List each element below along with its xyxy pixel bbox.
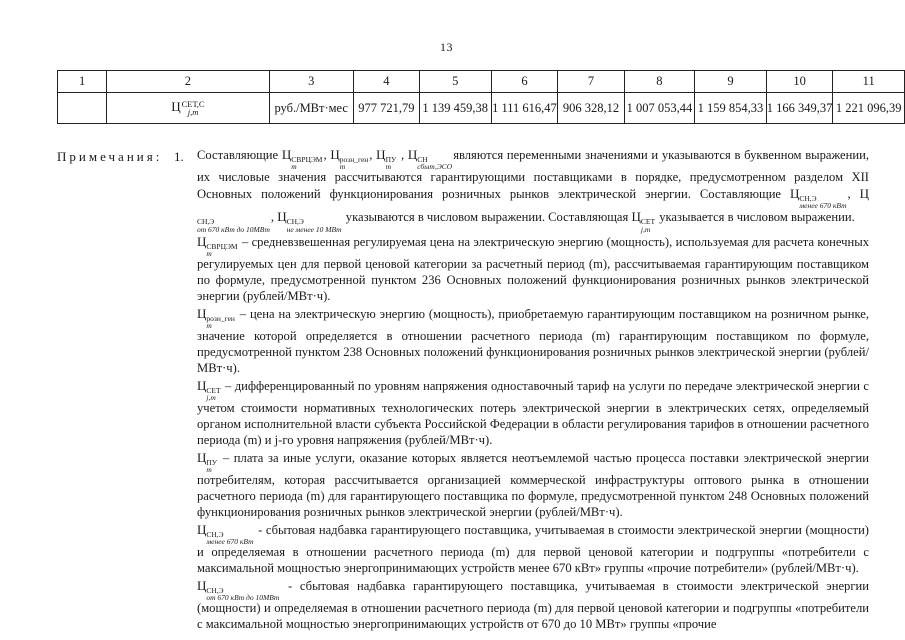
definition-text: – плата за иные услуги, оказание которых является неотъемлемой частью процесса поставки электрической энергии потребителям, которая рассчитывается организацией коммерческой инфраструктуры оптового рынка в отношении расчетного периода (m) для гарантирующего поставщика по формуле, предусмотренной пунктом 248 Основных положений функционирования розничных рынков электрической энергии (рублей/МВт·ч). bbox=[197, 450, 869, 519]
definition-text: - сбытовая надбавка гарантирующего поставщика, учитываемая в стоимости электрической энергии (мощности) и определяемая в отношении расчетного периода (m) для первой ценовой категории и подгруппы «потребители с максимальной мощностью энергопринимающих устройств от 670 до 10 МВт» группы «прочие bbox=[197, 578, 869, 631]
formula-symbol: Ц СН,Э не менее 10 МВт bbox=[277, 209, 342, 234]
empty-cell bbox=[58, 93, 107, 124]
header-cell: 3 bbox=[269, 71, 353, 93]
symbol-sub: j,m bbox=[187, 107, 199, 118]
note-text: Составляющие bbox=[197, 148, 279, 162]
formula-symbol: Ц СН сбыт,ЭСО bbox=[407, 147, 453, 172]
formula-symbol: Ц СН,Э менее 670 кВт bbox=[197, 521, 254, 546]
definition-item bbox=[197, 306, 869, 377]
value-cell: 1 007 053,44 bbox=[624, 93, 695, 124]
header-cell: 11 bbox=[833, 71, 905, 93]
value-cell: 1 139 459,38 bbox=[419, 93, 491, 124]
header-cell: 6 bbox=[491, 71, 558, 93]
note-text: указывается в числовом выражении. bbox=[659, 210, 855, 225]
table-row bbox=[58, 93, 905, 124]
value-cell: 1 166 349,37 bbox=[766, 93, 833, 124]
definition-text: – дифференцированный по уровням напряжения одноставочный тариф на услуги по передаче электрической энергии с учетом стоимости нормативных технологических потерь электрической энергии в электрических сетях, определяемый органом исполнительной власти субъекта Российской Федерации в области регулирования тарифов в отношении расчетного периода (m) и j-го уровня напряжения (рублей/МВт·ч). bbox=[197, 378, 869, 447]
table-header-row bbox=[58, 71, 905, 93]
value-cell: 977 721,79 bbox=[353, 93, 419, 124]
definition-item bbox=[197, 578, 869, 633]
header-cell: 9 bbox=[695, 71, 767, 93]
value-cell: 906 328,12 bbox=[558, 93, 624, 124]
definition-item bbox=[197, 234, 869, 305]
formula-symbol: Ц ПУ m bbox=[376, 147, 397, 172]
notes-heading: Примечания: bbox=[57, 149, 163, 164]
formula-symbol: Ц СЕТ j,m bbox=[197, 377, 221, 402]
definition-text: – цена на электрическую энергию (мощность), приобретаемую гарантирующим поставщиком на розничном рынке, значение которой определяется в отношении расчетного периода (m) гарантирующим поставщиком по формуле, предусмотренной пунктом 238 Основных положений функционирования розничных рынков электрической энергии (рублей/МВт·ч). bbox=[197, 306, 869, 375]
header-cell: 10 bbox=[766, 71, 833, 93]
definition-item bbox=[197, 522, 869, 577]
note-text: являются переменными значениями и указываются в буквенном выражении, их числовые значения рассчитываются гарантирующими поставщиками в порядке, предусмотренном разделом XII Основных положений функционирования розничных рынков электрической энергии. Составляющие bbox=[197, 148, 870, 202]
value-cell: 1 221 096,39 bbox=[833, 93, 905, 124]
header-cell: 1 bbox=[58, 71, 107, 93]
definition-item bbox=[197, 450, 869, 521]
formula-symbol: Ц розн_ген m bbox=[197, 305, 235, 330]
definition-text: – средневзвешенная регулируемая цена на электрическую энергию (мощность), используемая для расчета конечных регулируемых цен для первой ценовой категории за расчетный период (m), рассчитываемая гарантирующим поставщиком по формуле, предусмотренной пунктом 236 Основных положений функционирования розничных рынков электрической энергии (рублей/МВт·ч). bbox=[197, 234, 869, 303]
formula-symbol: Ц СН,Э менее 670 кВт bbox=[790, 186, 847, 211]
notes-body bbox=[197, 147, 869, 633]
header-cell: 5 bbox=[419, 71, 491, 93]
header-cell: 4 bbox=[353, 71, 419, 93]
note-paragraph: Составляющие Ц СВРЦЭМ m , Ц розн_ген m , Ц ПУ m , Ц СН сбыт,ЭСО являются переменными значениями и указываются в буквенном выражении, их числовые значения рассчитываются гарантирующими поставщиками в порядке, предусмотренном разделом XII Основных положений функционирования розничных рынков электрической энергии. Составляющие Ц СН,Э менее 670 кВт , Ц СН,Э от 670 кВт до 10МВт , Ц СН,Э не менее 10 МВт указываются в числовом выражении. Составляющая Ц СЕТ j,m указывается в числовом выражении. bbox=[197, 147, 870, 234]
formula-symbol: Ц СН,Э от 670 кВт до 10МВт bbox=[197, 577, 280, 602]
definition-text: - сбытовая надбавка гарантирующего поставщика, учитываемая в стоимости электрической энергии (мощности) и определяемая в отношении расчетного периода (m) для первой ценовой категории и подгруппы «потребители с максимальной мощностью энергопринимающих устройств менее 670 кВт» группы «прочие потребители» (рублей/МВт·ч). bbox=[197, 522, 869, 575]
header-cell: 2 bbox=[107, 71, 269, 93]
symbol-cell bbox=[107, 93, 269, 124]
note-text: указываются в числовом выражении. Составляющая bbox=[345, 210, 629, 225]
tariff-table bbox=[57, 70, 905, 124]
formula-symbol: Ц СВРЦЭМ m bbox=[281, 147, 323, 172]
symbol-base: Ц bbox=[171, 99, 181, 115]
symbol-sup: СЕТ,С bbox=[181, 98, 205, 109]
page-number: 13 bbox=[440, 40, 453, 54]
definition-item bbox=[197, 378, 869, 449]
header-cell: 8 bbox=[624, 71, 695, 93]
unit-cell: руб./МВт·мес bbox=[269, 93, 353, 124]
value-cell: 1 111 616,47 bbox=[491, 93, 558, 124]
formula-symbol: Ц ПУ m bbox=[197, 449, 218, 474]
formula-symbol: Ц СВРЦЭМ m bbox=[197, 233, 238, 258]
formula-symbol: Ц розн_ген m bbox=[330, 147, 369, 172]
formula-symbol: Ц СН,Э от 670 кВт до 10МВт bbox=[197, 186, 869, 234]
value-cell: 1 159 854,33 bbox=[695, 93, 767, 124]
formula-symbol: Ц СЕТ j,m bbox=[631, 209, 656, 234]
header-cell: 7 bbox=[558, 71, 624, 93]
note-number: 1. bbox=[174, 149, 184, 164]
